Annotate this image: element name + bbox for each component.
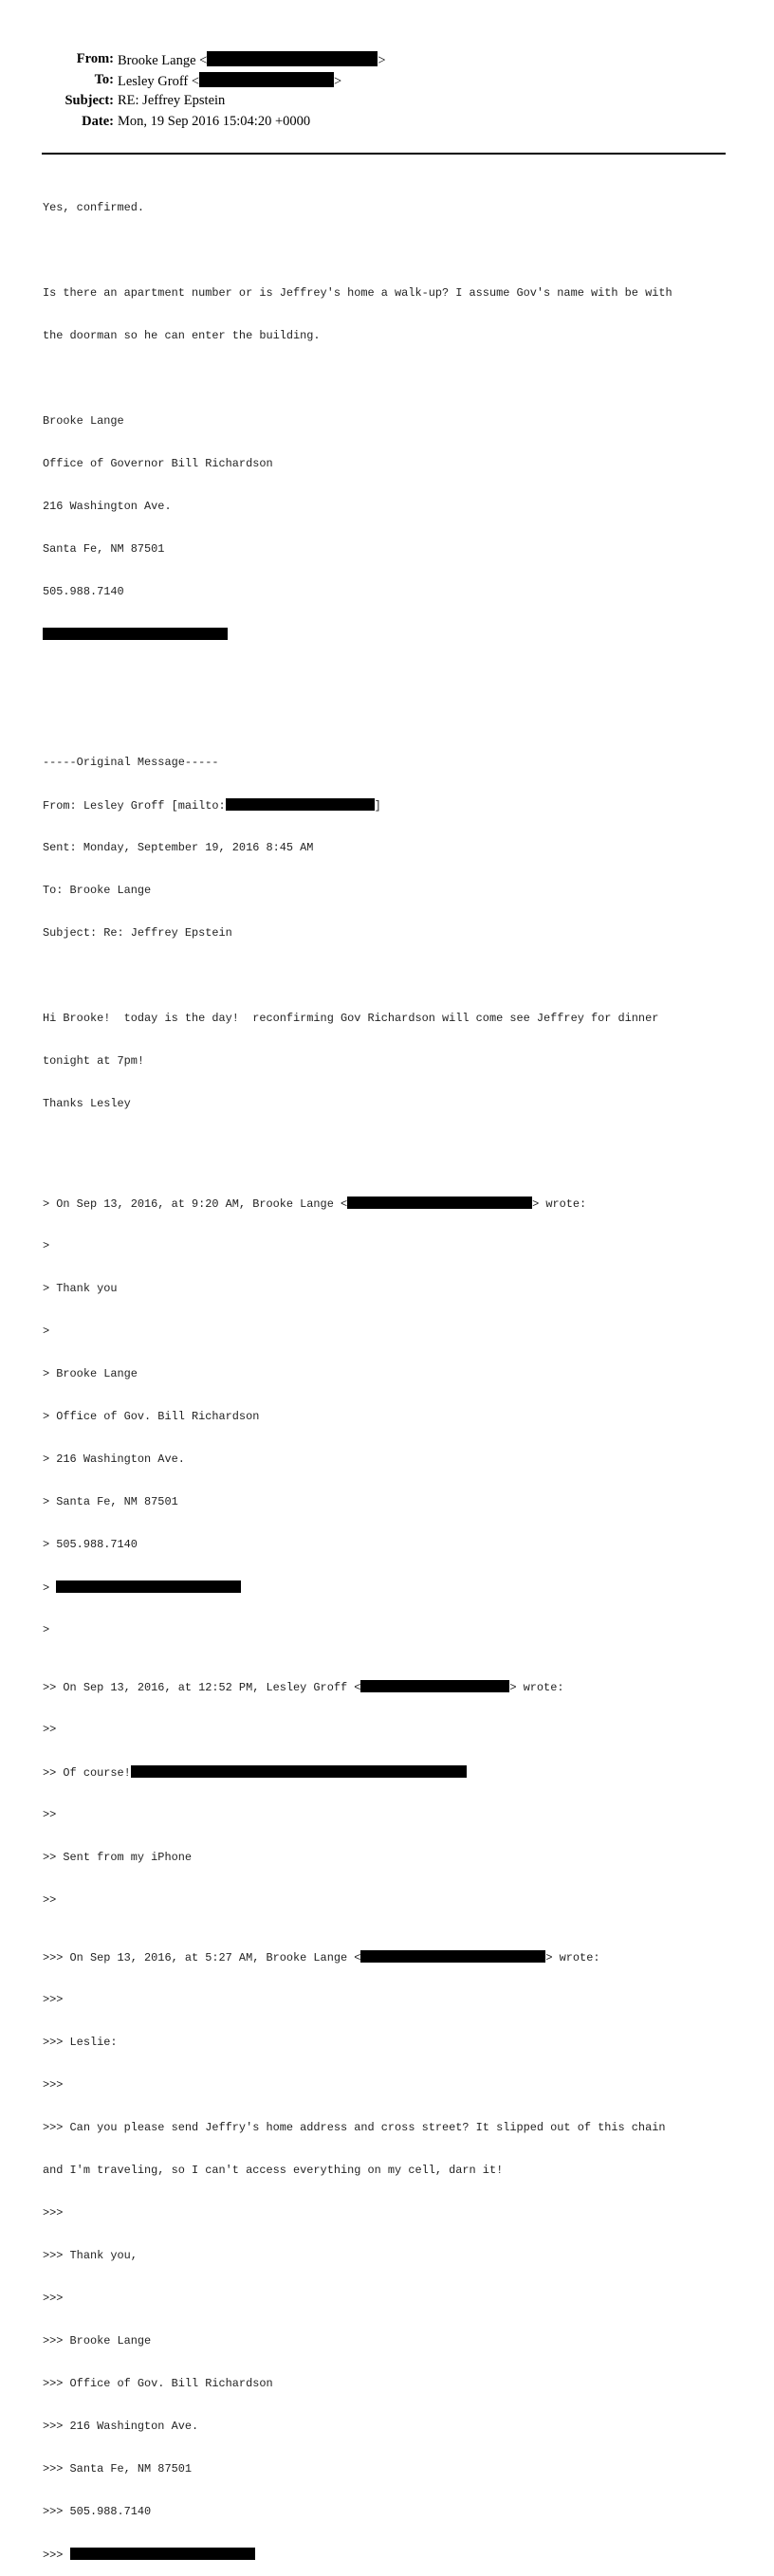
body-line: Is there an apartment number or is Jeffrey's home a walk-up? I assume Gov's name with be with	[43, 286, 673, 300]
quote-line: >>	[43, 1723, 57, 1736]
body-line: Hi Brooke! today is the day! reconfirming Gov Richardson will come see Jeffrey for dinner	[43, 1012, 659, 1025]
quote-line: >> Of course!	[43, 1766, 131, 1780]
quote-line: > 216 Washington Ave.	[43, 1452, 185, 1466]
quote-line: >>> 216 Washington Ave.	[43, 2420, 199, 2433]
from-close: >	[378, 53, 386, 68]
from-label: From:	[76, 51, 114, 66]
body-line: Thanks Lesley	[43, 1097, 131, 1110]
redaction-block	[43, 628, 228, 640]
body-line: tonight at 7pm!	[43, 1054, 145, 1068]
quote-line: >>> Can you please send Jeffry's home address and cross street? It slipped out of this chain	[43, 2121, 666, 2134]
date-value: Mon, 19 Sep 2016 15:04:20 +0000	[118, 114, 311, 129]
redaction-block	[207, 51, 378, 66]
quote-line: >>> 505.988.7140	[43, 2505, 152, 2518]
quote-line: and I'm traveling, so I can't access everything on my cell, darn it!	[43, 2164, 504, 2177]
signature-city: Santa Fe, NM 87501	[43, 542, 165, 556]
original-to: To: Brooke Lange	[43, 884, 152, 897]
quote-line: > Office of Gov. Bill Richardson	[43, 1410, 260, 1423]
quote-line: >>>	[43, 1993, 64, 2006]
redaction-block	[226, 798, 375, 811]
quote-line: >>> Office of Gov. Bill Richardson	[43, 2377, 273, 2390]
original-from: From: Lesley Groff [mailto:	[43, 799, 226, 813]
original-separator: -----Original Message-----	[43, 756, 219, 769]
original-sent: Sent: Monday, September 19, 2016 8:45 AM	[43, 841, 314, 854]
redaction-block	[360, 1680, 509, 1692]
redaction-block	[347, 1197, 532, 1209]
quote-header: > On Sep 13, 2016, at 9:20 AM, Brooke Lange <	[43, 1197, 348, 1211]
to-label: To:	[94, 72, 114, 87]
signature-office: Office of Governor Bill Richardson	[43, 457, 273, 470]
date-label: Date:	[82, 114, 114, 129]
original-subject: Subject: Re: Jeffrey Epstein	[43, 926, 232, 940]
quote-line: >>>	[43, 2292, 64, 2305]
redaction-block	[56, 1580, 241, 1593]
signature-phone: 505.988.7140	[43, 585, 124, 598]
subject-value: RE: Jeffrey Epstein	[118, 93, 226, 108]
body-line: the doorman so he can enter the building.	[43, 329, 321, 342]
quote-line: > Brooke Lange	[43, 1367, 138, 1380]
signature-name: Brooke Lange	[43, 414, 124, 428]
quote-line: > Santa Fe, NM 87501	[43, 1495, 178, 1508]
quote-line: >	[43, 1239, 50, 1252]
quote-line: >	[43, 1325, 50, 1338]
redaction-block	[70, 2548, 255, 2560]
quote-header: >>> On Sep 13, 2016, at 5:27 AM, Brooke Lange <	[43, 1951, 361, 1964]
quote-line: >>	[43, 1808, 57, 1821]
quote-line: >>	[43, 1893, 57, 1907]
quote-line: >> Sent from my iPhone	[43, 1851, 192, 1864]
quote-line: >	[43, 1623, 50, 1636]
quote-line: >>> Santa Fe, NM 87501	[43, 2462, 192, 2476]
to-close: >	[334, 74, 342, 89]
from-name: Brooke Lange <	[118, 53, 208, 68]
quote-line: >>>	[43, 2206, 64, 2220]
email-body: Yes, confirmed. Is there an apartment number or is Jeffrey's home a walk-up? I assume Gov's name with be with the doorman so he can enter the building. Brooke Lange Office of Governor Bill Richardson 216 Washington Ave. Santa Fe, NM 87501 505.988.7140 -----Original Message----- From: Lesley Groff [mailto: ] Sent: Monday, September 19, 2016 8:45 AM To: Brooke Lange Subject: Re: Jeffrey Epstein Hi Brooke! today is the day! reconfirming Gov Richardson will come see Jeffrey for dinner tonight at 7pm! Thanks Lesley > On Sep 13, 2016, at 9:20 AM, Brooke Lange < > wrote: > > Thank you > > Brooke Lange > Office of Gov. Bill Richardson > 216 Washington Ave. > Santa Fe, NM 87501 > 505.988.7140 > > >> On Sep 13, 2016, at 12:52 PM, Lesley Groff < > wrote: >> >> Of course! >> >> Sent from my iPhone >> >>> On Sep 13, 2016, at 5:27 AM, Brooke Lange < > wrote: >>> >>> Leslie: >>> >>> Can you please send Jeffry's home address and cross street? It slipped out of this chain and I'm traveling, so I can't access everything on my cell, darn it! >>> >>> Thank you, >>> >>> Brooke Lange >>> Office of Gov. Bill Richardson >>> 216 Washington Ave. >>> Santa Fe, NM 87501 >>> 505.988.7140 >>>	[43, 201, 673, 2562]
header-divider	[42, 153, 726, 155]
quote-line: > 505.988.7140	[43, 1538, 138, 1551]
quote-line: >>>	[43, 2078, 64, 2092]
to-name: Lesley Groff <	[118, 74, 200, 89]
redaction-block	[199, 72, 334, 87]
redaction-block	[131, 1765, 467, 1778]
quote-header: >> On Sep 13, 2016, at 12:52 PM, Lesley Groff <	[43, 1681, 361, 1694]
quote-line: >>> Brooke Lange	[43, 2334, 152, 2348]
redaction-block	[360, 1950, 545, 1963]
quote-line: >>> Thank you,	[43, 2249, 138, 2262]
subject-label: Subject:	[64, 93, 114, 108]
signature-street: 216 Washington Ave.	[43, 500, 172, 513]
quote-line: > Thank you	[43, 1282, 118, 1295]
quote-line: >>> Leslie:	[43, 2036, 118, 2049]
body-line: Yes, confirmed.	[43, 201, 145, 214]
